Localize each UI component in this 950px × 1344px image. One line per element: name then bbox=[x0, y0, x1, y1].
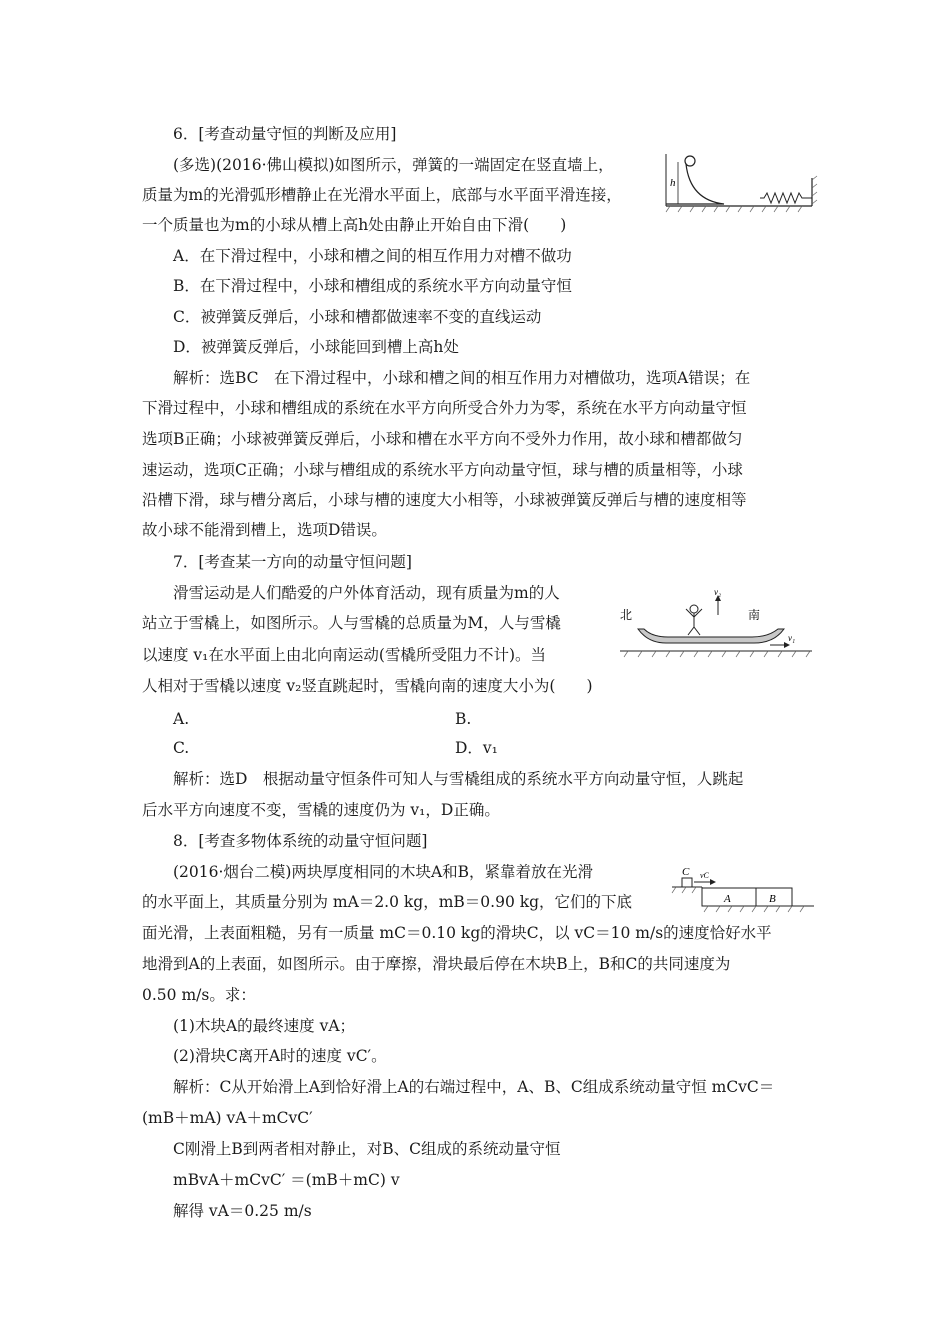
q7-header: 7．[考查某一方向的动量守恒问题] bbox=[173, 553, 412, 571]
q8-stem-4: 地滑到A的上表面，如图所示。由于摩擦，滑块最后停在木块B上，B和C的共同速度为 bbox=[142, 955, 731, 973]
q8-analysis-1: 解析：C从开始滑上A到恰好滑上A的右端过程中，A、B、C组成系统动量守恒 mCvC＝ bbox=[173, 1078, 775, 1096]
q8-fig-vc: vC bbox=[700, 871, 709, 880]
q7-figure bbox=[618, 585, 814, 665]
q6-analysis-5: 沿槽下滑，球与槽分离后，小球与槽的速度大小相等，小球被弹簧反弹后与槽的速度相等 bbox=[142, 491, 747, 509]
q7-analysis-2: 后水平方向速度不变，雪橇的速度仍为 v₁，D正确。 bbox=[142, 801, 500, 819]
q7-option-c: C. bbox=[173, 739, 190, 757]
q7-stem-2: 站立于雪橇上，如图所示。人与雪橇的总质量为M，人与雪橇 bbox=[142, 614, 561, 632]
q7-fig-south: 南 bbox=[748, 608, 761, 622]
q8-header: 8．[考查多物体系统的动量守恒问题] bbox=[173, 832, 428, 850]
q6-fig-h-label: h bbox=[670, 177, 676, 189]
q7-stem-1: 滑雪运动是人们酷爱的户外体育活动，现有质量为m的人 bbox=[173, 584, 560, 602]
q6-option-a: A．在下滑过程中，小球和槽之间的相互作用力对槽不做功 bbox=[173, 247, 572, 265]
q8-subq-1: (1)木块A的最终速度 vA； bbox=[173, 1017, 356, 1035]
q7-option-b: B. bbox=[455, 710, 472, 728]
q6-stem-3: 一个质量也为m的小球从槽上高h处由静止开始自由下滑( ) bbox=[142, 216, 567, 234]
q6-figure bbox=[660, 150, 820, 215]
q7-option-d: D．v₁ bbox=[455, 739, 498, 757]
q6-header: 6．[考查动量守恒的判断及应用] bbox=[173, 125, 397, 143]
q6-stem-2: 质量为m的光滑弧形槽静止在光滑水平面上，底部与水平面平滑连接， bbox=[142, 186, 622, 204]
q8-subq-2: (2)滑块C离开A时的速度 vC′。 bbox=[173, 1047, 387, 1065]
q7-stem-3: 以速度 v₁在水平面上由北向南运动(雪橇所受阻力不计)。当 bbox=[142, 646, 546, 664]
q8-analysis-2: (mB＋mA) vA＋mCvC′ bbox=[142, 1109, 313, 1127]
q8-stem-2: 的水平面上，其质量分别为 mA＝2.0 kg，mB＝0.90 kg，它们的下底 bbox=[142, 893, 633, 911]
q7-stem-4: 人相对于雪橇以速度 v₂竖直跳起时，雪橇向南的速度大小为( ) bbox=[142, 677, 593, 695]
q6-stem-1: (多选)(2016·佛山模拟)如图所示，弹簧的一端固定在竖直墙上， bbox=[173, 156, 614, 174]
q8-fig-b: B bbox=[769, 893, 776, 905]
q8-analysis-4: mBvA＋mCvC′ ＝(mB＋mC) v bbox=[173, 1171, 400, 1189]
q8-analysis-3: C刚滑上B到两者相对静止，对B、C组成的系统动量守恒 bbox=[173, 1140, 561, 1158]
q8-analysis-5: 解得 vA＝0.25 m/s bbox=[173, 1202, 312, 1220]
q6-analysis-6: 故小球不能滑到槽上，选项D错误。 bbox=[142, 521, 387, 539]
q6-analysis-2: 下滑过程中，小球和槽组成的系统在水平方向所受合外力为零，系统在水平方向动量守恒 bbox=[142, 399, 747, 417]
q6-analysis-3: 选项B正确；小球被弹簧反弹后，小球和槽在水平方向不受外力作用，故小球和槽都做匀 bbox=[142, 430, 743, 448]
q6-analysis-4: 速运动，选项C正确；小球与槽组成的系统水平方向动量守恒，球与槽的质量相等，小球 bbox=[142, 461, 743, 479]
q7-fig-v1: v₁ bbox=[788, 633, 796, 643]
q8-stem-5: 0.50 m/s。求： bbox=[142, 986, 256, 1004]
q6-option-d: D．被弹簧反弹后，小球能回到槽上高h处 bbox=[173, 338, 459, 356]
q8-stem-1: (2016·烟台二模)两块厚度相同的木块A和B，紧靠着放在光滑 bbox=[173, 863, 594, 881]
q7-analysis-1: 解析：选D 根据动量守恒条件可知人与雪橇组成的系统水平方向动量守恒，人跳起 bbox=[173, 770, 744, 788]
q8-fig-a: A bbox=[724, 893, 731, 905]
q6-option-b: B．在下滑过程中，小球和槽组成的系统水平方向动量守恒 bbox=[173, 277, 572, 295]
q8-figure bbox=[668, 862, 816, 914]
q6-analysis-1: 解析：选BC 在下滑过程中，小球和槽之间的相互作用力对槽做功，选项A错误；在 bbox=[173, 369, 751, 387]
q6-option-c: C．被弹簧反弹后，小球和槽都做速率不变的直线运动 bbox=[173, 308, 542, 326]
q7-fig-north: 北 bbox=[620, 608, 633, 622]
q8-fig-c: C bbox=[682, 866, 690, 878]
q7-fig-v2: v₂ bbox=[714, 587, 722, 597]
q7-option-a: A. bbox=[173, 710, 190, 728]
q8-stem-3: 面光滑，上表面粗糙，另有一质量 mC＝0.10 kg的滑块C，以 vC＝10 m/s的速度恰好水平 bbox=[142, 924, 772, 942]
